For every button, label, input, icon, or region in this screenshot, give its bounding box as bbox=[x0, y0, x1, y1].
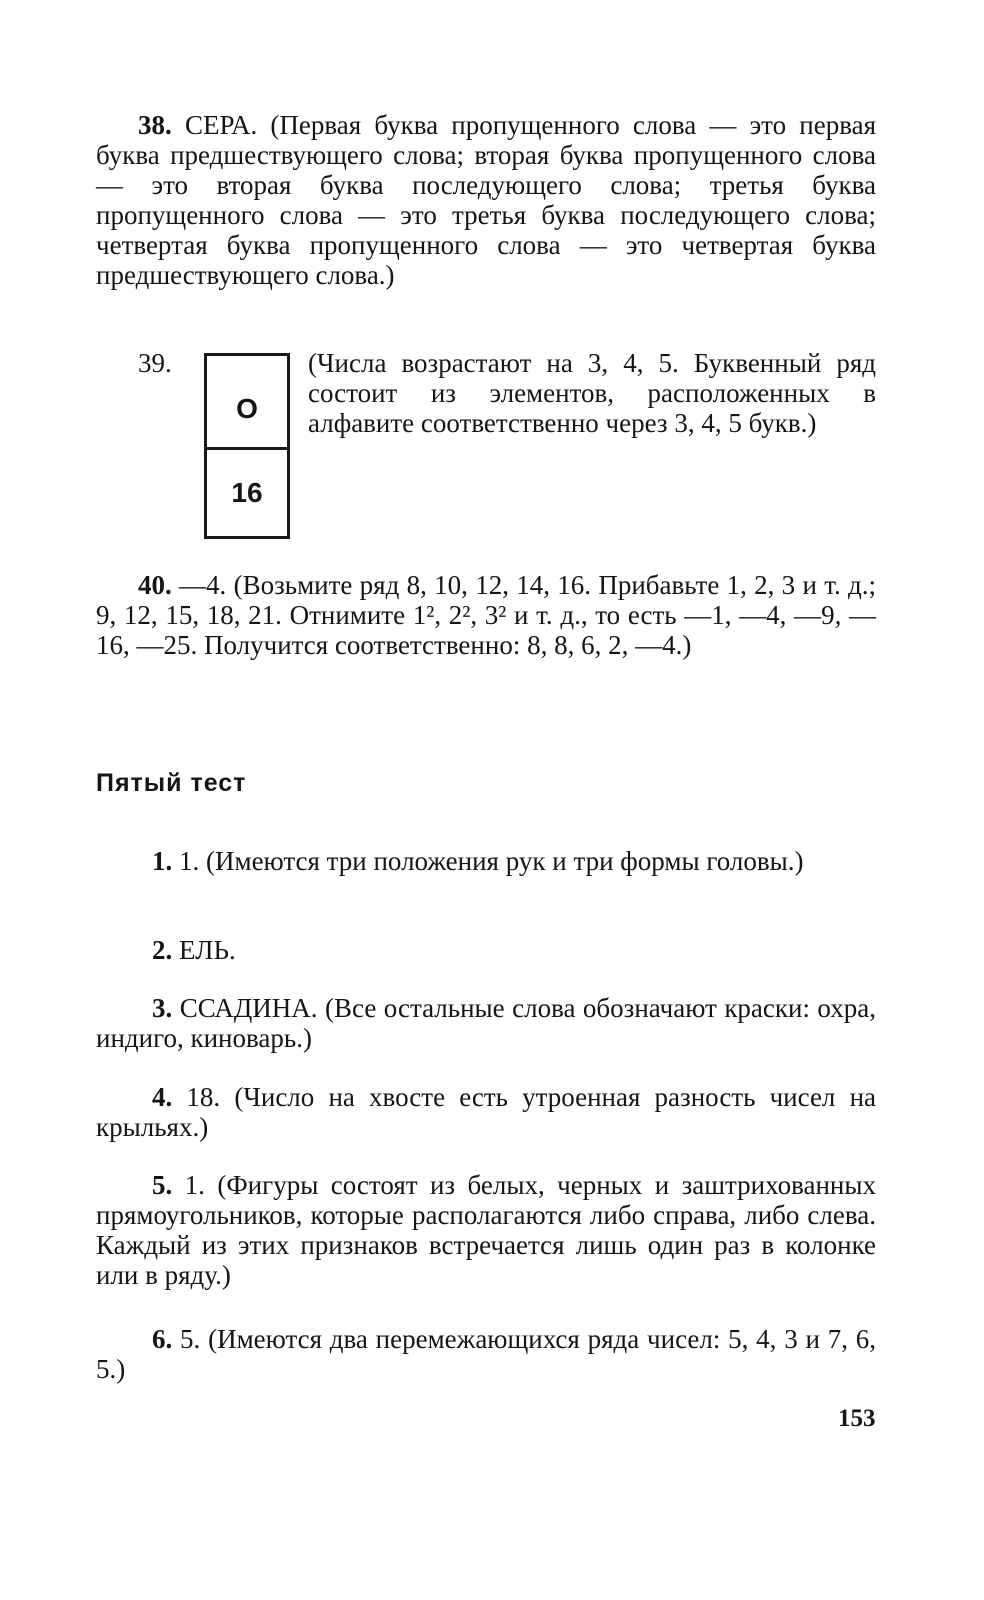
answer-text: 18. (Число на хвосте есть утроенная разность чисел на крыльях.) bbox=[96, 1082, 876, 1142]
answer-1 bbox=[96, 846, 876, 876]
answer-number: 3. bbox=[152, 993, 173, 1023]
answer-number: 4. bbox=[152, 1082, 173, 1112]
item-40 bbox=[96, 570, 876, 660]
answer-3 bbox=[96, 993, 876, 1053]
answer-text: ЕЛЬ. bbox=[179, 935, 236, 965]
answer-text: ССАДИНА. (Все остальные слова обозначают краски: охра, индиго, киноварь.) bbox=[96, 993, 876, 1053]
answer-4 bbox=[96, 1082, 876, 1142]
item-number: 39. bbox=[138, 348, 172, 378]
answer-text: 1. (Фигуры состоят из белых, черных и заштрихованных прямоугольников, которые располагаются либо справа, либо слева. Каждый из этих признаков встречается лишь один раз в колонке или в ряду.) bbox=[96, 1170, 876, 1290]
answer-6 bbox=[96, 1324, 876, 1384]
answer-5 bbox=[96, 1170, 876, 1290]
answer-text: 1. (Имеются три положения рук и три формы головы.) bbox=[179, 846, 804, 876]
item-text: (Числа возрастают на 3, 4, 5. Буквенный ряд состоит из элементов, расположенных в алфавите соответственно через 3, 4, 5 букв.) bbox=[308, 348, 876, 438]
item-text: СЕРА. (Первая буква пропущенного слова — это первая буква предшествующего слова; вторая буква пропущенного слова — это вторая буква последующего слова; третья буква пропущенного слова — это третья буква последующего слова; четвертая буква пропущенного слова — это четвертая буква предшествующего слова.) bbox=[96, 110, 877, 290]
answer-text: 5. (Имеются два перемежающихся ряда чисел: 5, 4, 3 и 7, 6, 5.) bbox=[96, 1324, 877, 1384]
answer-2 bbox=[96, 935, 876, 965]
answer-number: 5. bbox=[152, 1170, 173, 1200]
answer-number: 1. bbox=[152, 846, 173, 876]
page-number: 153 bbox=[838, 1405, 876, 1432]
figure-top-border bbox=[204, 353, 290, 356]
answer-number: 6. bbox=[152, 1324, 173, 1354]
item-number: 40. bbox=[138, 570, 172, 600]
section-heading: Пятый тест bbox=[96, 769, 247, 797]
figure-number: 16 bbox=[231, 477, 263, 508]
item-number: 38. bbox=[138, 110, 172, 140]
item-text: —4. (Возьмите ряд 8, 10, 12, 14, 16. Прибавьте 1, 2, 3 и т. д.; 9, 12, 15, 18, 21. Отнимите 1², 2², 3² и т. д., то есть —1, —4, —9, —16, —25. Получится соответственно: 8, 8, 6, 2, —4.) bbox=[96, 570, 876, 660]
figure-letter: О bbox=[236, 393, 258, 424]
item-38 bbox=[96, 110, 876, 290]
answer-figure bbox=[204, 353, 290, 539]
answer-number: 2. bbox=[152, 935, 173, 965]
